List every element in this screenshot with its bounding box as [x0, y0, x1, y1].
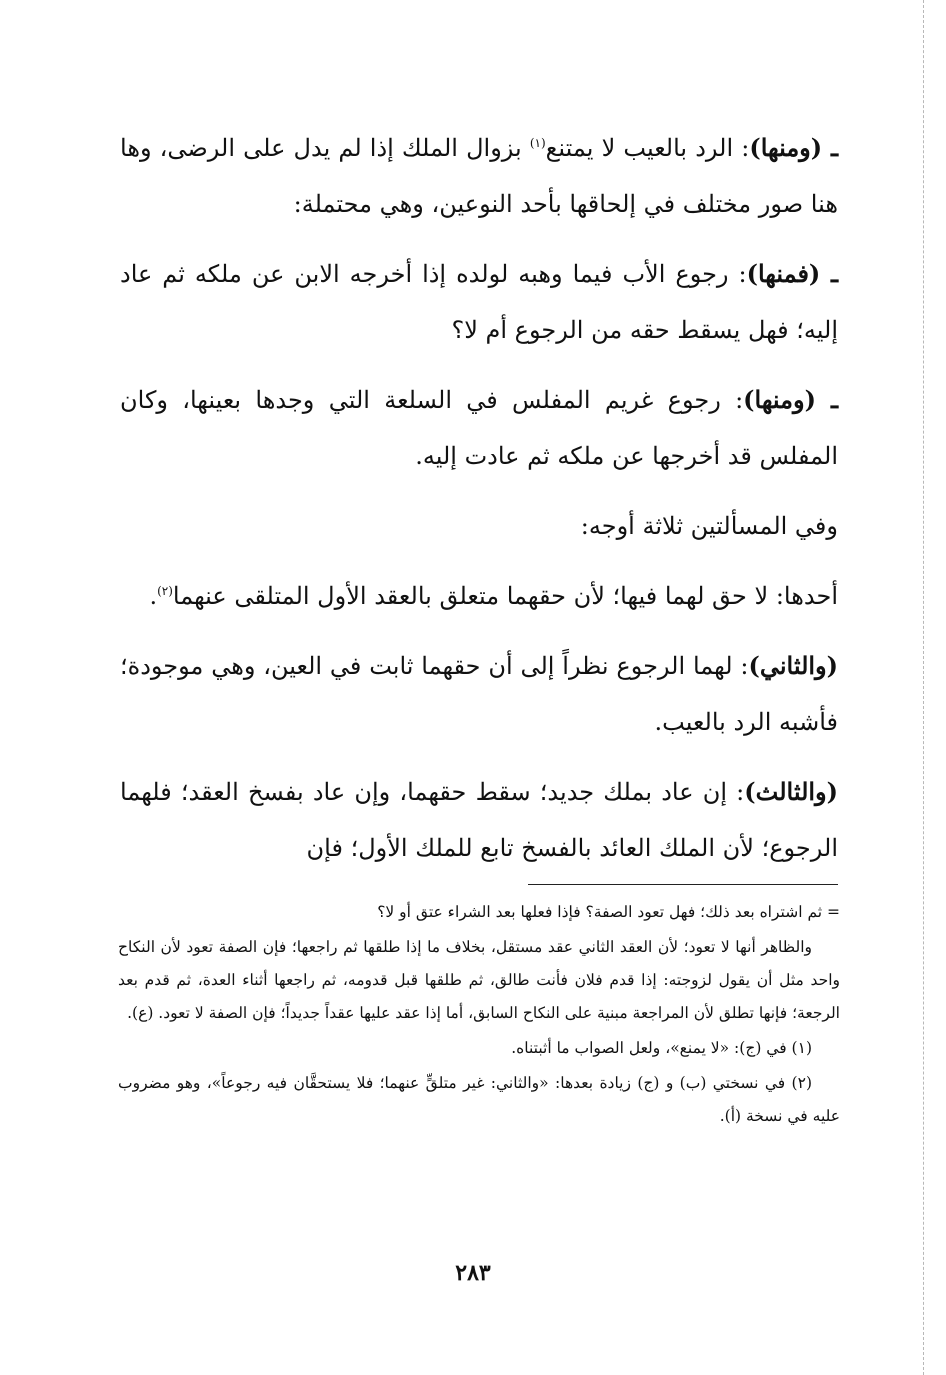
footnote-2: (٢) في نسختي (ب) و (ج) زيادة بعدها: «والثاني: غير متلقٍّ عنهما؛ فلا يستحقَّان فيه رجوعاً»، وهو مضروب عليه في نسخة (أ). — [118, 1074, 840, 1125]
paragraph-6-lead: (والثاني) — [748, 651, 838, 680]
paragraph-4 — [120, 498, 838, 554]
paragraph-6-text: : لهما الرجوع نظراً إلى أن حقهما ثابت في العين، وهي موجودة؛ فأشبه الرد بالعيب. — [120, 652, 838, 736]
footnote-1: (١) في (ج): «لا يمنع»، ولعل الصواب ما أثبتناه. — [511, 1039, 812, 1057]
paragraph-7 — [120, 764, 838, 876]
paragraph-2-text: : رجوع الأب فيما وهبه لولده إذا أخرجه الابن عن ملكه ثم عاد إليه؛ فهل يسقط حقه من الرجوع أم لا؟ — [120, 260, 838, 344]
footnote-commentary: والظاهر أنها لا تعود؛ لأن العقد الثاني عقد مستقل، بخلاف ما إذا طلقها ثم راجعها؛ فإن الصفة تعود لأن النكاح واحد مثل أن يقول لزوجته: إذا قدم فلان فأنت طالق، ثم طلقها قبل قدومه، ثم راجعها أثناء العدة، ثم قدم بعد الرجعة؛ فإنها تطلق لأن المراجعة مبنية على النكاح السابق، أما إذا عقد عليها عقداً جديداً؛ فإن الصفة لا تعود. (ع). — [118, 938, 840, 1022]
footnote-ref-2: (٢) — [157, 584, 173, 598]
footnote-ref-1: (١) — [529, 136, 546, 150]
footnote-separator — [528, 884, 838, 885]
paragraph-3 — [120, 372, 838, 484]
paragraph-3-text: : رجوع غريم المفلس في السلعة التي وجدها بعينها، وكان المفلس قد أخرجها عن ملكه ثم عادت إليه. — [120, 386, 838, 470]
paragraph-6 — [120, 638, 838, 750]
paragraph-5 — [120, 568, 838, 624]
footnote-continuation: = ثم اشتراه بعد ذلك؛ فهل تعود الصفة؟ فإذا فعلها بعد الشراء عتق أو لا؟ — [377, 903, 840, 921]
paragraph-5-text: أحدها: لا حق لهما فيها؛ لأن حقهما متعلق بالعقد الأول المتلقى عنهما — [172, 582, 838, 610]
paragraph-1-tail: بزوال الملك إذا لم يدل على الرضى، وها هنا صور مختلف في إلحاقها بأحد النوعين، وهي محتملة: — [120, 134, 838, 218]
paragraph-1 — [120, 120, 838, 232]
footnotes — [118, 896, 840, 1135]
paragraph-1-lead: ـ (ومنها) — [749, 133, 838, 162]
paragraph-4-text: وفي المسألتين ثلاثة أوجه: — [580, 512, 838, 540]
paragraph-5-tail: . — [149, 582, 158, 610]
main-text — [120, 120, 838, 890]
page-edge-guide — [923, 0, 924, 1375]
paragraph-7-text: : إن عاد بملك جديد؛ سقط حقهما، وإن عاد بفسخ العقد؛ فلهما الرجوع؛ لأن الملك العائد بالفسخ تابع للملك الأول؛ فإن — [120, 778, 838, 862]
paragraph-7-lead: (والثالث) — [744, 777, 838, 806]
paragraph-2 — [120, 246, 838, 358]
page-number: ٢٨٣ — [455, 1260, 491, 1286]
paragraph-1-text: : الرد بالعيب لا يمتنع — [545, 134, 750, 162]
paragraph-2-lead: ـ (فمنها) — [746, 259, 839, 288]
paragraph-3-lead: ـ (ومنها) — [743, 385, 838, 414]
